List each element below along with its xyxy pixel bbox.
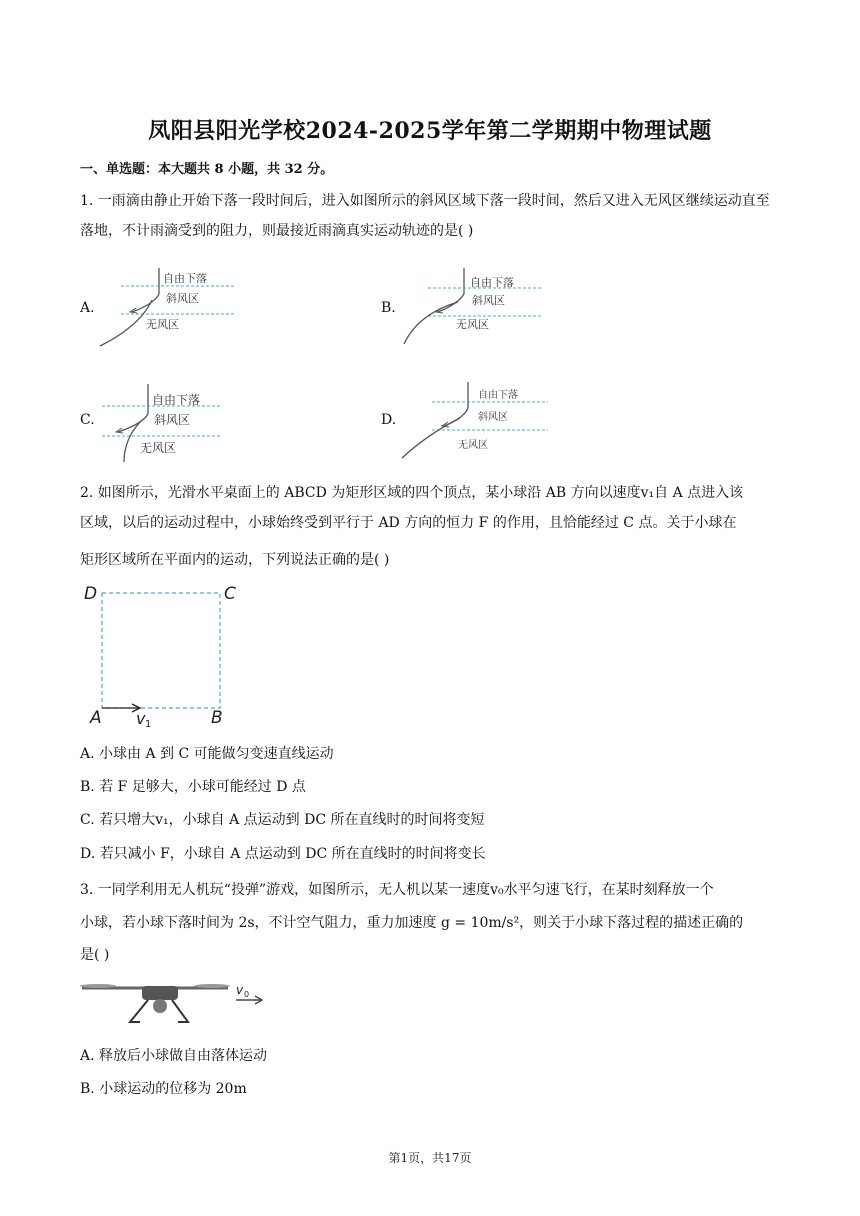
q2-option-b: B. 若 F 足够大，小球可能经过 D 点 xyxy=(80,779,306,795)
velocity-label: v xyxy=(136,709,146,728)
q1-figure-a xyxy=(96,264,256,350)
q2-option-d: D. 若只减小 F，小球自 A 点运动到 DC 所在直线时的时间将变长 xyxy=(80,846,486,862)
q1-option-a-label: A. xyxy=(80,300,95,316)
free-fall-label: 自由下落 xyxy=(470,276,514,289)
velocity-subscript: 1 xyxy=(145,719,152,730)
q1-figure-d xyxy=(398,378,558,464)
q1-figure-c xyxy=(96,380,256,466)
q2-option-c: C. 若只增大v₁，小球自 A 点运动到 DC 所在直线时的时间将变短 xyxy=(80,812,485,828)
free-fall-label: 自由下落 xyxy=(478,390,518,401)
question-3-line-1: 3. 一同学利用无人机玩“投弹”游戏，如图所示，无人机以某一速度v₀水平匀速飞行，在某时刻释放一个 xyxy=(80,882,714,898)
vertex-a-label: A xyxy=(90,708,102,728)
vertex-c-label: C xyxy=(224,584,236,604)
question-1-text: 1. 一雨滴由静止开始下落一段时间后，进入如图所示的斜风区域下落一段时间，然后又进入无风区继续运动直至落地，不计雨滴受到的阻力，则最接近雨滴真实运动轨迹的是( ) xyxy=(80,193,770,239)
wind-zone-label: 斜风区 xyxy=(154,413,191,427)
vertex-d-label: D xyxy=(84,584,98,604)
q2-rectangle-figure xyxy=(80,580,250,730)
q1-option-b-label: B. xyxy=(381,300,396,316)
question-3-line-2: 小球，若小球下落时间为 2s，不计空气阻力，重力加速度 g = 10m/s²，则关于小球下落过程的描述正确的 xyxy=(80,915,744,931)
no-wind-zone-label: 无风区 xyxy=(456,318,489,331)
q3-option-a: A. 释放后小球做自由落体运动 xyxy=(80,1048,268,1064)
question-2-line-3: 矩形区域所在平面内的运动，下列说法正确的是( ) xyxy=(80,552,390,568)
q1-figure-b xyxy=(398,264,558,350)
no-wind-zone-label: 无风区 xyxy=(146,318,179,331)
page-title: 凤阳县阳光学校2024-2025学年第二学期期中物理试题 xyxy=(148,118,712,144)
v0-subscript: 0 xyxy=(244,990,250,999)
wind-zone-label: 斜风区 xyxy=(472,294,505,307)
page-footer: 第1页，共17页 xyxy=(388,1151,472,1165)
free-fall-label: 自由下落 xyxy=(163,272,207,285)
question-2-line-1: 2. 如图所示，光滑水平桌面上的 ABCD 为矩形区域的四个顶点，某小球沿 AB 方向以速度v₁自 A 点进入该 xyxy=(80,485,744,501)
free-fall-label: 自由下落 xyxy=(152,393,201,407)
v0-label: v xyxy=(236,983,244,997)
q1-option-d-label: D. xyxy=(381,412,397,428)
no-wind-zone-label: 无风区 xyxy=(140,441,177,455)
question-3-line-3: 是( ) xyxy=(80,947,110,963)
q2-option-a: A. 小球由 A 到 C 可能做匀变速直线运动 xyxy=(80,746,334,762)
q1-option-c-label: C. xyxy=(80,412,95,428)
no-wind-zone-label: 无风区 xyxy=(458,440,488,451)
section-heading: 一、单选题：本大题共 8 小题，共 32 分。 xyxy=(80,162,334,177)
q3-option-b: B. 小球运动的位移为 20m xyxy=(80,1081,247,1097)
wind-zone-label: 斜风区 xyxy=(478,412,508,423)
question-2-line-2: 区域，以后的运动过程中，小球始终受到平行于 AD 方向的恒力 F 的作用，且恰能经过 C 点。关于小球在 xyxy=(80,515,737,531)
wind-zone-label: 斜风区 xyxy=(166,292,199,305)
vertex-b-label: B xyxy=(211,708,223,728)
drone-figure xyxy=(78,978,268,1030)
